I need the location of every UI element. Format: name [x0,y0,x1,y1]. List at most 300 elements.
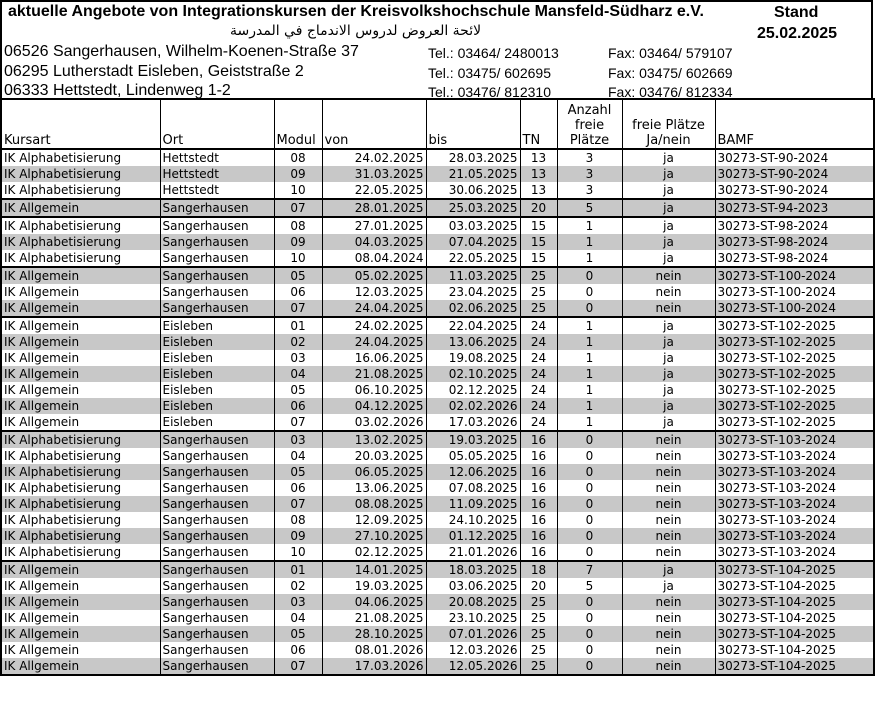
cell-ort: Eisleben [160,366,274,382]
cell-tn: 15 [520,234,557,250]
cell-tn: 24 [520,366,557,382]
cell-anzahl: 1 [557,414,622,431]
cell-tn: 16 [520,448,557,464]
cell-anzahl: 0 [557,496,622,512]
cell-von: 24.02.2025 [322,317,426,334]
cell-ort: Sangerhausen [160,267,274,284]
cell-frei: ja [622,182,715,199]
cell-kursart: IK Allgemein [1,610,160,626]
table-row [1,300,874,317]
cell-modul: 03 [274,594,322,610]
cell-ort: Hettstedt [160,166,274,182]
cell-modul: 03 [274,431,322,448]
cell-bamf: 30273-ST-103-2024 [715,528,874,544]
cell-tn: 20 [520,199,557,217]
cell-modul: 09 [274,234,322,250]
cell-von: 12.03.2025 [322,284,426,300]
table-row [1,610,874,626]
table-row [1,464,874,480]
stand-label: Stand [774,4,819,21]
table-row [1,594,874,610]
cell-tn: 24 [520,334,557,350]
cell-frei: nein [622,480,715,496]
cell-kursart: IK Allgemein [1,626,160,642]
cell-modul: 10 [274,544,322,561]
cell-modul: 01 [274,561,322,578]
cell-frei: ja [622,578,715,594]
cell-modul: 05 [274,464,322,480]
cell-bamf: 30273-ST-103-2024 [715,431,874,448]
cell-frei: ja [622,366,715,382]
table-row [1,658,874,675]
cell-anzahl: 0 [557,544,622,561]
cell-anzahl: 0 [557,480,622,496]
cell-bamf: 30273-ST-100-2024 [715,267,874,284]
table-row [1,398,874,414]
cell-frei: nein [622,448,715,464]
cell-bamf: 30273-ST-102-2025 [715,334,874,350]
cell-bis: 02.02.2026 [426,398,520,414]
cell-kursart: IK Allgemein [1,300,160,317]
cell-bis: 05.05.2025 [426,448,520,464]
cell-kursart: IK Allgemein [1,199,160,217]
cell-frei: nein [622,512,715,528]
cell-bamf: 30273-ST-104-2025 [715,578,874,594]
table-row [1,414,874,431]
cell-ort: Sangerhausen [160,642,274,658]
cell-frei: nein [622,594,715,610]
cell-bis: 19.08.2025 [426,350,520,366]
cell-frei: nein [622,626,715,642]
cell-von: 02.12.2025 [322,544,426,561]
cell-bamf: 30273-ST-102-2025 [715,414,874,431]
cell-kursart: IK Alphabetisierung [1,149,160,166]
cell-anzahl: 0 [557,512,622,528]
cell-ort: Sangerhausen [160,578,274,594]
cell-bamf: 30273-ST-90-2024 [715,166,874,182]
cell-frei: nein [622,267,715,284]
cell-ort: Sangerhausen [160,250,274,267]
cell-anzahl: 3 [557,182,622,199]
cell-von: 20.03.2025 [322,448,426,464]
cell-tn: 13 [520,182,557,199]
cell-tn: 25 [520,626,557,642]
table-row [1,234,874,250]
cell-ort: Sangerhausen [160,199,274,217]
cell-ort: Eisleben [160,414,274,431]
cell-ort: Hettstedt [160,182,274,199]
cell-bis: 20.08.2025 [426,594,520,610]
cell-anzahl: 1 [557,250,622,267]
table-row [1,626,874,642]
cell-von: 06.05.2025 [322,464,426,480]
cell-von: 24.04.2025 [322,300,426,317]
cell-tn: 24 [520,398,557,414]
cell-von: 08.04.2024 [322,250,426,267]
cell-tn: 24 [520,317,557,334]
cell-ort: Eisleben [160,334,274,350]
cell-bis: 02.06.2025 [426,300,520,317]
cell-bis: 22.05.2025 [426,250,520,267]
table-row [1,149,874,166]
table-row [1,382,874,398]
cell-modul: 04 [274,610,322,626]
cell-von: 08.01.2026 [322,642,426,658]
cell-modul: 06 [274,284,322,300]
cell-bamf: 30273-ST-104-2025 [715,594,874,610]
cell-tn: 16 [520,496,557,512]
cell-von: 13.06.2025 [322,480,426,496]
table-row [1,350,874,366]
cell-kursart: IK Allgemein [1,578,160,594]
cell-modul: 05 [274,626,322,642]
col-header-frei: freie Plätze Ja/nein [622,99,715,149]
cell-bamf: 30273-ST-103-2024 [715,448,874,464]
table-row [1,182,874,199]
cell-kursart: IK Alphabetisierung [1,544,160,561]
cell-ort: Eisleben [160,398,274,414]
cell-tn: 15 [520,217,557,234]
cell-tn: 24 [520,414,557,431]
cell-frei: nein [622,528,715,544]
cell-tn: 25 [520,658,557,675]
cell-frei: ja [622,350,715,366]
cell-anzahl: 5 [557,578,622,594]
cell-modul: 07 [274,414,322,431]
cell-bamf: 30273-ST-100-2024 [715,284,874,300]
cell-ort: Sangerhausen [160,234,274,250]
fax-sangerhausen: Fax: 03464/ 579107 [608,45,733,61]
cell-kursart: IK Alphabetisierung [1,166,160,182]
cell-tn: 16 [520,431,557,448]
cell-bis: 17.03.2026 [426,414,520,431]
cell-kursart: IK Allgemein [1,561,160,578]
cell-von: 22.05.2025 [322,182,426,199]
cell-ort: Sangerhausen [160,610,274,626]
cell-ort: Sangerhausen [160,300,274,317]
cell-bamf: 30273-ST-102-2025 [715,350,874,366]
cell-modul: 04 [274,448,322,464]
cell-bis: 03.03.2025 [426,217,520,234]
cell-tn: 13 [520,149,557,166]
cell-frei: ja [622,149,715,166]
cell-modul: 10 [274,182,322,199]
cell-ort: Hettstedt [160,149,274,166]
cell-frei: nein [622,544,715,561]
cell-bis: 22.04.2025 [426,317,520,334]
table-row [1,217,874,234]
cell-tn: 16 [520,544,557,561]
cell-tn: 25 [520,284,557,300]
cell-bamf: 30273-ST-102-2025 [715,317,874,334]
table-row [1,642,874,658]
cell-bis: 07.08.2025 [426,480,520,496]
cell-frei: ja [622,250,715,267]
cell-anzahl: 0 [557,610,622,626]
cell-von: 03.02.2026 [322,414,426,431]
table-row [1,561,874,578]
cell-bis: 02.10.2025 [426,366,520,382]
cell-tn: 25 [520,642,557,658]
cell-anzahl: 0 [557,267,622,284]
cell-tn: 25 [520,300,557,317]
cell-kursart: IK Alphabetisierung [1,512,160,528]
cell-von: 12.09.2025 [322,512,426,528]
cell-modul: 04 [274,366,322,382]
col-header-ort: Ort [160,99,274,149]
cell-ort: Sangerhausen [160,496,274,512]
cell-ort: Sangerhausen [160,626,274,642]
cell-bamf: 30273-ST-98-2024 [715,217,874,234]
cell-ort: Sangerhausen [160,528,274,544]
cell-tn: 16 [520,480,557,496]
cell-modul: 07 [274,199,322,217]
cell-modul: 02 [274,578,322,594]
cell-von: 17.03.2026 [322,658,426,675]
cell-bis: 07.04.2025 [426,234,520,250]
cell-bamf: 30273-ST-104-2025 [715,642,874,658]
cell-bis: 07.01.2026 [426,626,520,642]
cell-bamf: 30273-ST-103-2024 [715,544,874,561]
cell-bamf: 30273-ST-90-2024 [715,182,874,199]
table-row [1,480,874,496]
cell-bis: 01.12.2025 [426,528,520,544]
cell-frei: ja [622,334,715,350]
cell-bis: 23.10.2025 [426,610,520,626]
cell-von: 24.02.2025 [322,149,426,166]
cell-von: 06.10.2025 [322,382,426,398]
cell-bis: 28.03.2025 [426,149,520,166]
cell-bis: 12.06.2025 [426,464,520,480]
cell-von: 27.01.2025 [322,217,426,234]
cell-frei: ja [622,382,715,398]
cell-bis: 21.05.2025 [426,166,520,182]
cell-frei: ja [622,217,715,234]
cell-ort: Eisleben [160,350,274,366]
arabic-subtitle: لائحة العروض لدروس الاندماج في المدرسة [230,23,482,39]
cell-bamf: 30273-ST-103-2024 [715,496,874,512]
cell-ort: Sangerhausen [160,448,274,464]
table-row [1,334,874,350]
cell-anzahl: 1 [557,366,622,382]
cell-anzahl: 0 [557,658,622,675]
cell-frei: ja [622,398,715,414]
cell-anzahl: 1 [557,234,622,250]
cell-kursart: IK Alphabetisierung [1,480,160,496]
tel-sangerhausen: Tel.: 03464/ 2480013 [428,45,559,61]
cell-ort: Eisleben [160,382,274,398]
cell-kursart: IK Alphabetisierung [1,431,160,448]
cell-kursart: IK Allgemein [1,334,160,350]
cell-anzahl: 0 [557,284,622,300]
cell-kursart: IK Alphabetisierung [1,464,160,480]
address-sangerhausen: 06526 Sangerhausen, Wilhelm-Koenen-Straße 37 [4,43,359,60]
cell-anzahl: 1 [557,350,622,366]
cell-frei: nein [622,658,715,675]
tel-hettstedt: Tel.: 03476/ 812310 [428,84,551,100]
cell-kursart: IK Allgemein [1,317,160,334]
cell-anzahl: 0 [557,594,622,610]
cell-tn: 25 [520,610,557,626]
cell-von: 28.01.2025 [322,199,426,217]
cell-kursart: IK Alphabetisierung [1,217,160,234]
address-hettstedt: 06333 Hettstedt, Lindenweg 1-2 [4,82,231,99]
cell-bamf: 30273-ST-94-2023 [715,199,874,217]
cell-bis: 12.03.2026 [426,642,520,658]
cell-tn: 15 [520,250,557,267]
cell-bis: 24.10.2025 [426,512,520,528]
cell-bis: 25.03.2025 [426,199,520,217]
cell-bis: 11.09.2025 [426,496,520,512]
cell-ort: Sangerhausen [160,464,274,480]
cell-bis: 30.06.2025 [426,182,520,199]
cell-tn: 24 [520,382,557,398]
cell-bis: 03.06.2025 [426,578,520,594]
cell-anzahl: 3 [557,149,622,166]
cell-bis: 02.12.2025 [426,382,520,398]
table-row [1,250,874,267]
cell-von: 16.06.2025 [322,350,426,366]
cell-von: 28.10.2025 [322,626,426,642]
cell-von: 04.12.2025 [322,398,426,414]
cell-ort: Eisleben [160,317,274,334]
table-header-row [1,99,874,149]
cell-anzahl: 3 [557,166,622,182]
col-header-von: von [322,99,426,149]
cell-kursart: IK Alphabetisierung [1,496,160,512]
cell-von: 13.02.2025 [322,431,426,448]
cell-anzahl: 1 [557,334,622,350]
cell-bamf: 30273-ST-102-2025 [715,382,874,398]
stand-date: 25.02.2025 [757,25,838,42]
cell-von: 08.08.2025 [322,496,426,512]
cell-kursart: IK Allgemein [1,658,160,675]
cell-ort: Sangerhausen [160,594,274,610]
page-title: aktuelle Angebote von Integrationskursen der Kreisvolkshochschule Mansfeld-Südharz e.V. [8,3,704,20]
cell-modul: 07 [274,496,322,512]
table-row [1,544,874,561]
cell-tn: 20 [520,578,557,594]
cell-tn: 24 [520,350,557,366]
col-header-anzahl: Anzahl freie Plätze [557,99,622,149]
cell-modul: 08 [274,512,322,528]
cell-von: 14.01.2025 [322,561,426,578]
cell-bis: 19.03.2025 [426,431,520,448]
cell-frei: nein [622,284,715,300]
cell-anzahl: 0 [557,642,622,658]
cell-modul: 05 [274,382,322,398]
cell-kursart: IK Allgemein [1,398,160,414]
cell-modul: 09 [274,528,322,544]
cell-bamf: 30273-ST-90-2024 [715,149,874,166]
table-row [1,284,874,300]
cell-bis: 23.04.2025 [426,284,520,300]
course-table [0,98,875,676]
cell-frei: nein [622,300,715,317]
cell-anzahl: 0 [557,464,622,480]
cell-bis: 13.06.2025 [426,334,520,350]
cell-modul: 03 [274,350,322,366]
address-eisleben: 06295 Lutherstadt Eisleben, Geiststraße 2 [4,63,304,80]
cell-tn: 25 [520,267,557,284]
tel-eisleben: Tel.: 03475/ 602695 [428,65,551,81]
cell-frei: ja [622,234,715,250]
cell-tn: 13 [520,166,557,182]
cell-frei: nein [622,431,715,448]
cell-bis: 11.03.2025 [426,267,520,284]
fax-eisleben: Fax: 03475/ 602669 [608,65,733,81]
cell-bamf: 30273-ST-104-2025 [715,658,874,675]
cell-tn: 16 [520,512,557,528]
cell-anzahl: 1 [557,382,622,398]
cell-bis: 18.03.2025 [426,561,520,578]
cell-von: 31.03.2025 [322,166,426,182]
table-row [1,267,874,284]
cell-frei: ja [622,199,715,217]
cell-bamf: 30273-ST-100-2024 [715,300,874,317]
course-table-body [1,149,874,675]
table-row [1,512,874,528]
cell-ort: Sangerhausen [160,284,274,300]
cell-frei: nein [622,642,715,658]
cell-kursart: IK Allgemein [1,382,160,398]
table-row [1,366,874,382]
cell-kursart: IK Alphabetisierung [1,448,160,464]
cell-tn: 16 [520,464,557,480]
cell-anzahl: 0 [557,300,622,317]
cell-bamf: 30273-ST-102-2025 [715,398,874,414]
cell-kursart: IK Allgemein [1,350,160,366]
cell-kursart: IK Allgemein [1,267,160,284]
cell-kursart: IK Allgemein [1,642,160,658]
col-header-kursart: Kursart [1,99,160,149]
cell-bis: 12.05.2026 [426,658,520,675]
cell-modul: 06 [274,398,322,414]
cell-bamf: 30273-ST-98-2024 [715,234,874,250]
cell-modul: 08 [274,149,322,166]
cell-kursart: IK Allgemein [1,284,160,300]
cell-ort: Sangerhausen [160,561,274,578]
cell-frei: nein [622,464,715,480]
cell-bamf: 30273-ST-98-2024 [715,250,874,267]
col-header-bamf: BAMF [715,99,874,149]
cell-modul: 02 [274,334,322,350]
cell-von: 24.04.2025 [322,334,426,350]
cell-modul: 10 [274,250,322,267]
cell-anzahl: 7 [557,561,622,578]
table-row [1,431,874,448]
cell-frei: ja [622,317,715,334]
table-row [1,166,874,182]
cell-bamf: 30273-ST-104-2025 [715,626,874,642]
cell-modul: 01 [274,317,322,334]
cell-anzahl: 5 [557,199,622,217]
cell-ort: Sangerhausen [160,480,274,496]
cell-tn: 25 [520,594,557,610]
cell-bamf: 30273-ST-104-2025 [715,561,874,578]
cell-frei: nein [622,496,715,512]
table-row [1,578,874,594]
cell-anzahl: 0 [557,431,622,448]
cell-modul: 05 [274,267,322,284]
cell-bamf: 30273-ST-102-2025 [715,366,874,382]
cell-anzahl: 0 [557,528,622,544]
cell-modul: 09 [274,166,322,182]
cell-modul: 07 [274,658,322,675]
col-header-bis: bis [426,99,520,149]
cell-ort: Sangerhausen [160,512,274,528]
cell-anzahl: 1 [557,317,622,334]
